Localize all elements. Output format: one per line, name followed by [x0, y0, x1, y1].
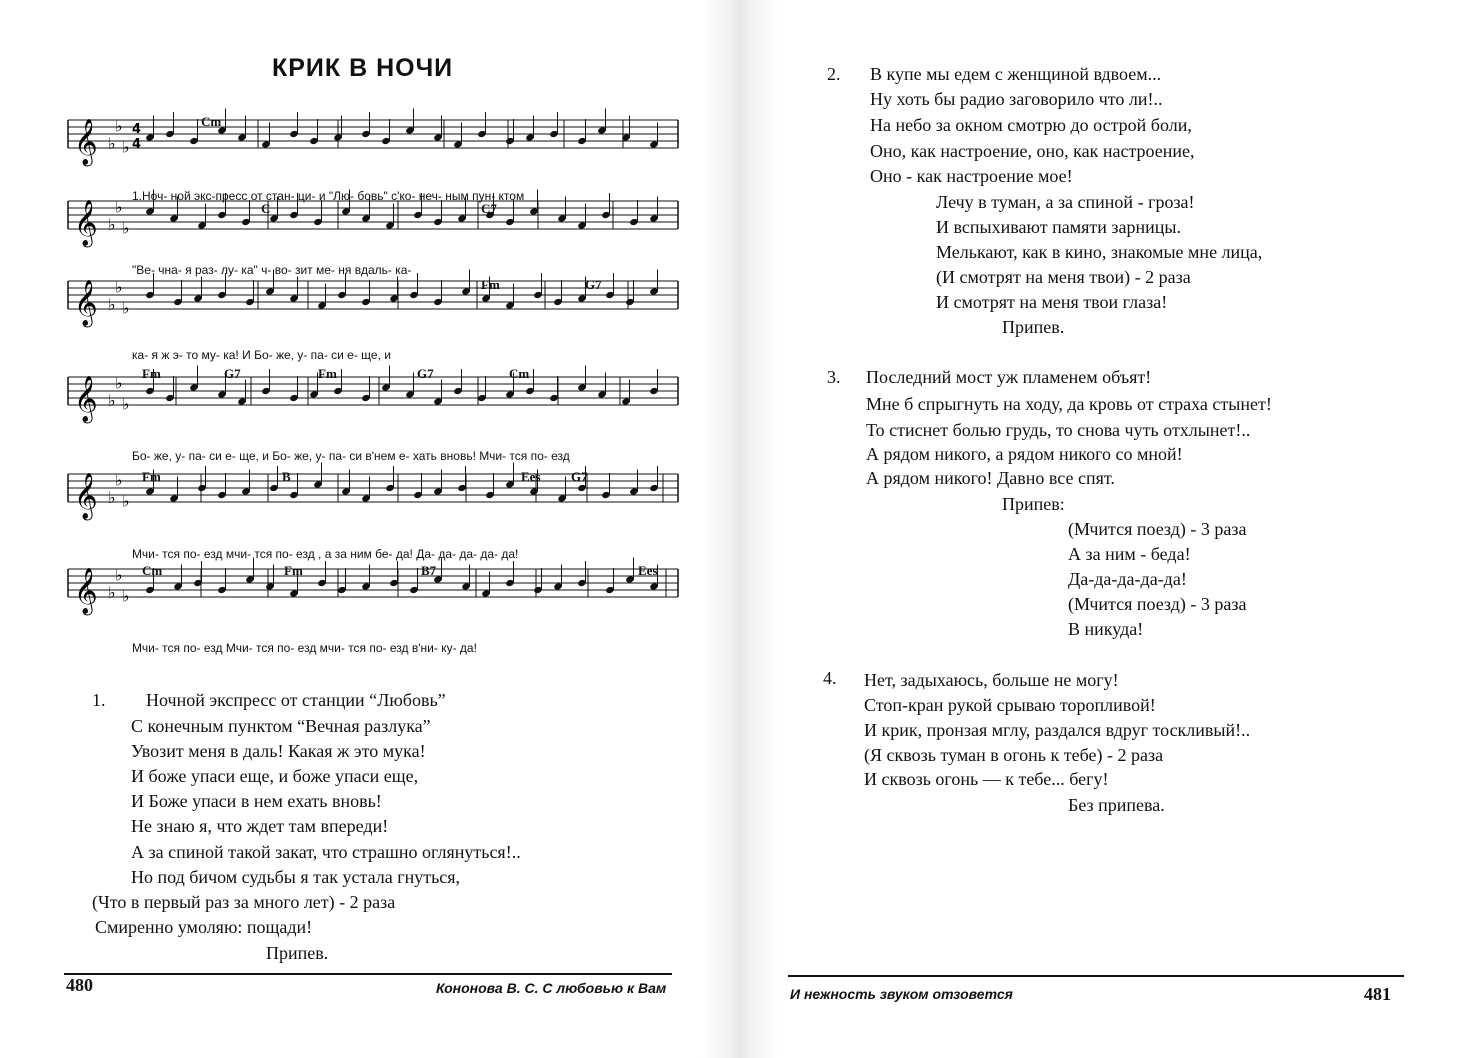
verse-line: И Боже упаси в нем ехать вновь! [131, 791, 382, 811]
flat-sign-icon: ♭ [122, 394, 130, 414]
flat-sign-icon: ♭ [115, 565, 123, 585]
verse-number: 4. [823, 668, 837, 688]
verse-line: В купе мы едем с женщиной вдвоем... [870, 64, 1162, 84]
verse-line: Ну хоть бы радио заговорило что ли!.. [870, 89, 1163, 109]
chord-symbol: Cm [142, 563, 163, 578]
left-page [0, 0, 705, 1058]
chord-symbol: Fm [481, 277, 500, 292]
chord-symbol: G7 [417, 366, 434, 381]
treble-clef-icon: 𝄞 [74, 200, 98, 246]
verse-line: Нет, задыхаюсь, больше не могу! [864, 670, 1119, 690]
verse-line: Ночной экспресс от станции “Любовь” [146, 690, 446, 710]
flat-sign-icon: ♭ [108, 488, 116, 507]
chorus-label: Припев. [266, 943, 329, 963]
chord-symbol: C7 [481, 201, 497, 216]
chorus-line: В никуда! [1068, 619, 1144, 639]
flat-sign-icon: ♭ [122, 491, 130, 511]
chord-symbol: Fm [318, 366, 337, 381]
treble-clef-icon: 𝄞 [74, 376, 98, 422]
flat-sign-icon: ♭ [115, 470, 123, 490]
music-staff [68, 116, 678, 174]
verse-line: Оно - как настроение мое! [870, 166, 1073, 186]
music-lyrics: Бо- же, у- па- си е- ще, и Бо- же, у- па- си в'нем е- хать вновь! Мчи- тся по- езд [132, 449, 570, 463]
flat-sign-icon: ♭ [115, 373, 123, 393]
chord-symbol: C [261, 201, 271, 216]
treble-clef-icon: 𝄞 [74, 119, 98, 165]
music-lyrics: ка- я ж э- то му- ка! И Бо- же, у- па- си е- ще, и [132, 348, 391, 362]
verse-line: Оно, как настроение, оно, как настроение, [870, 141, 1195, 161]
verse-line: А рядом никого, а рядом никого со мной! [866, 444, 1183, 464]
page-number: 480 [66, 975, 93, 995]
flat-sign-icon: ♭ [108, 215, 116, 234]
music-lyrics: 1.Ноч- ной экс-пресс от стан- ци- и "Лю- бовь" с'ко- неч- ным пун- ктом [132, 189, 525, 203]
verse-line: А за спиной такой закат, что страшно оглянуться!.. [131, 842, 521, 862]
verse-line: Последний мост уж пламенем объят! [866, 367, 1152, 387]
chorus-label: Припев: [1002, 494, 1065, 514]
flat-sign-icon: ♭ [108, 391, 116, 410]
verse-line: Мелькают, как в кино, знакомые мне лица, [936, 242, 1263, 262]
music-lyrics: Мчи- тся по- езд мчи- тся по- езд , а за ним бе- да! Да- да- да- да- да! [132, 547, 519, 561]
footer-author: Кононова В. С. С любовью к Вам [436, 980, 667, 996]
verse-line: И боже упаси еще, и боже упаси еще, [131, 766, 419, 786]
treble-clef-icon: 𝄞 [74, 568, 98, 614]
verse-line: Смиренно умоляю: пощади! [95, 917, 313, 937]
verse-line: Лечу в туман, а за спиной - гроза! [936, 192, 1195, 212]
chord-symbol: B [282, 469, 291, 484]
footer-rule [788, 975, 1404, 977]
flat-sign-icon: ♭ [108, 295, 116, 314]
verse-line: (Что в первый раз за много лет) - 2 раза [92, 892, 396, 912]
verse-line: И крик, пронзая мглу, раздался вдруг тоскливый!.. [864, 720, 1251, 740]
chord-symbol: G7 [585, 277, 602, 292]
flat-sign-icon: ♭ [122, 298, 130, 318]
verse-line: А рядом никого! Давно все спят. [866, 468, 1115, 488]
chord-symbol: Cm [201, 114, 222, 129]
verse-line: То стиснет болью грудь, то снова чуть отхлынет!.. [866, 420, 1251, 440]
chorus-line: А за ним - беда! [1068, 544, 1191, 564]
chord-symbol: B7 [421, 563, 437, 578]
flat-sign-icon: ♭ [115, 277, 123, 297]
staff-notation [68, 116, 678, 174]
verse-line: (Я сквозь туман в огонь к тебе) - 2 раза [864, 745, 1164, 765]
right-page [760, 0, 1469, 1058]
page-number: 481 [1364, 984, 1391, 1004]
chorus-line: (Мчится поезд) - 3 раза [1068, 594, 1247, 614]
flat-sign-icon: ♭ [122, 137, 130, 157]
chorus-label: Припев. [1002, 317, 1065, 337]
verse-line: (И смотрят на меня твои) - 2 раза [936, 267, 1191, 287]
treble-clef-icon: 𝄞 [74, 280, 98, 326]
verse-line: И смотрят на меня твои глаза! [936, 292, 1168, 312]
time-signature: 4 [132, 137, 142, 152]
flat-sign-icon: ♭ [115, 116, 123, 136]
chord-symbol: Fm [284, 563, 303, 578]
footer-caption: И нежность звуком отзовется [790, 986, 1013, 1002]
verse-line: С конечным пунктом “Вечная разлука” [131, 716, 431, 736]
chorus-line: (Мчится поезд) - 3 раза [1068, 519, 1247, 539]
chord-symbol: Fm [142, 366, 161, 381]
treble-clef-icon: 𝄞 [74, 473, 98, 519]
verse-line: Мне б спрыгнуть на ходу, да кровь от страха стынет! [866, 394, 1272, 414]
chord-symbol: G7 [224, 366, 241, 381]
music-lyrics: Мчи- тся по- езд Мчи- тся по- езд мчи- тся по- езд в'ни- ку- да! [132, 641, 477, 655]
chorus-line: Да-да-да-да-да! [1068, 569, 1187, 589]
chord-symbol: Ees [521, 469, 541, 484]
verse-number: 3. [827, 367, 841, 387]
flat-sign-icon: ♭ [108, 134, 116, 153]
flat-sign-icon: ♭ [122, 586, 130, 606]
music-staff [68, 197, 678, 255]
song-title: КРИК В НОЧИ [272, 54, 454, 82]
verse-line: Не знаю я, что ждет там впереди! [131, 816, 389, 836]
flat-sign-icon: ♭ [122, 218, 130, 238]
verse-line: И сквозь огонь — к тебе... бегу! [864, 769, 1109, 789]
verse-line: Но под бичом судьбы я так устала гнуться, [131, 867, 461, 887]
footer-rule [64, 973, 672, 975]
verse-number: 2. [827, 64, 841, 84]
verse-line: Увозит меня в даль! Какая ж это мука! [131, 741, 426, 761]
chord-symbol: Ees [638, 563, 658, 578]
chord-symbol: Fm [142, 469, 161, 484]
staff-notation [68, 197, 678, 255]
verse-line: Стоп-кран рукой срываю торопливой! [864, 695, 1156, 715]
time-signature: 4 [132, 122, 142, 137]
chord-symbol: G7 [571, 469, 588, 484]
flat-sign-icon: ♭ [115, 197, 123, 217]
verse-line: На небо за окном смотрю до острой боли, [870, 115, 1192, 135]
music-lyrics: "Ве- чна- я раз- лу- ка" ч- во- зит ме- ня вдаль- ка- [132, 263, 412, 277]
verse-line: И вспыхивают памяти зарницы. [936, 217, 1181, 237]
flat-sign-icon: ♭ [108, 583, 116, 602]
verse-note: Без припева. [1068, 795, 1165, 815]
chord-symbol: Cm [509, 366, 530, 381]
verse-number: 1. [92, 690, 106, 710]
